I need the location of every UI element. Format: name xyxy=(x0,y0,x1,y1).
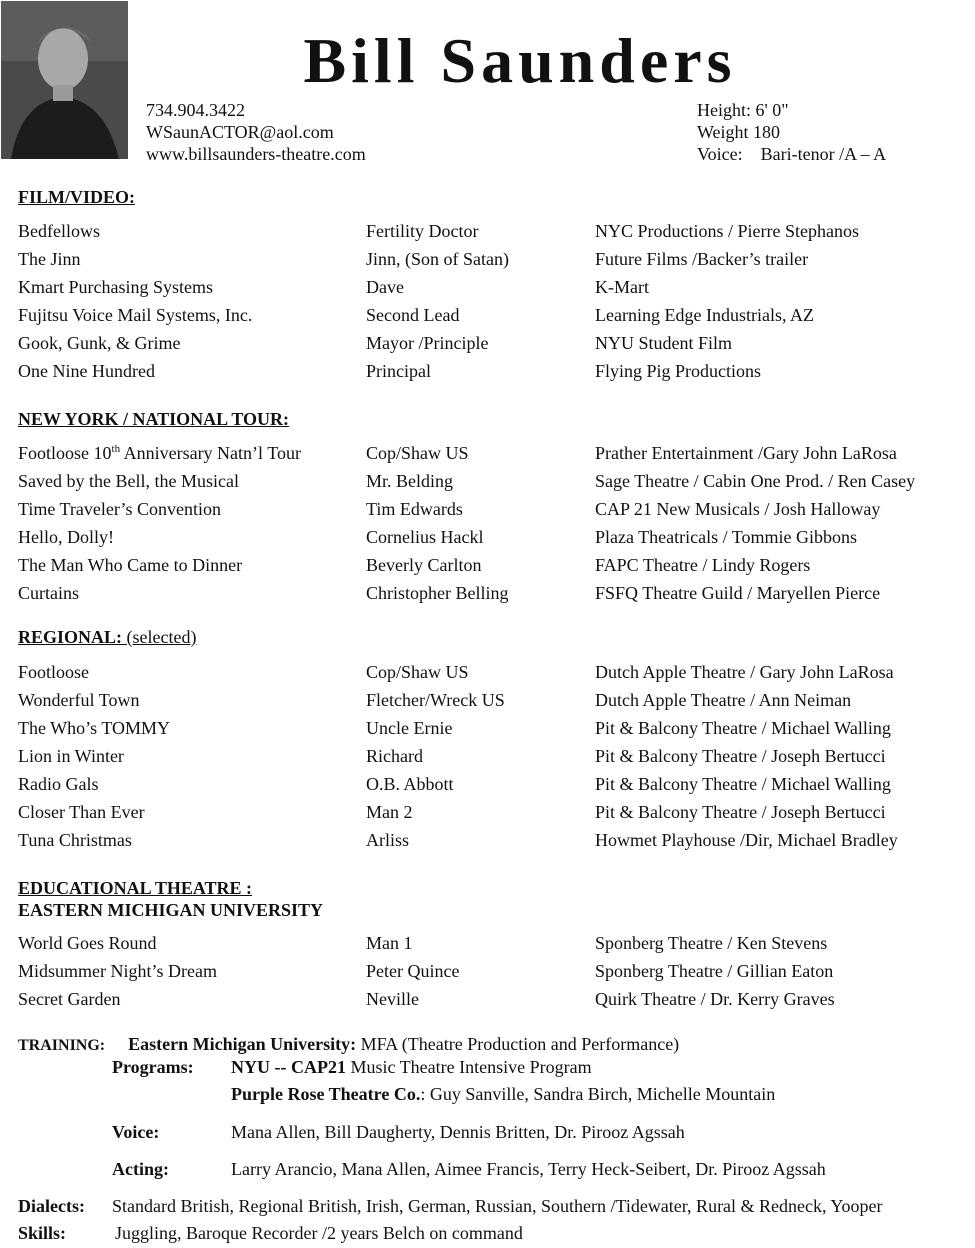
credit-company: Plaza Theatricals / Tommie Gibbons xyxy=(595,527,858,547)
credit-row xyxy=(0,469,975,493)
credit-title: Saved by the Bell, the Musical xyxy=(18,471,239,491)
credit-row xyxy=(0,359,975,383)
credit-company: Sponberg Theatre / Ken Stevens xyxy=(595,933,828,953)
training-school: Eastern Michigan University: xyxy=(128,1034,357,1054)
training-label: TRAINING: xyxy=(18,1037,106,1054)
credit-role: Neville xyxy=(366,989,419,1009)
credit-title: Midsummer Night’s Dream xyxy=(18,961,217,981)
credit-role: Mr. Belding xyxy=(366,471,454,491)
program-nyu-desc: Music Theatre Intensive Program xyxy=(345,1057,592,1077)
credit-role: Fletcher/Wreck US xyxy=(366,690,505,710)
credit-row xyxy=(0,987,975,1011)
voice-label: Voice: xyxy=(697,144,743,164)
credit-title-superscript: th xyxy=(111,443,121,455)
credit-row xyxy=(0,525,975,549)
weight: Weight 180 xyxy=(697,122,781,142)
credit-title: Secret Garden xyxy=(18,989,121,1009)
ny-heading: NEW YORK / NATIONAL TOUR: xyxy=(18,409,290,429)
credit-title: The Man Who Came to Dinner xyxy=(18,555,243,575)
credit-role: Cop/Shaw US xyxy=(366,443,469,463)
credit-company: FAPC Theatre / Lindy Rogers xyxy=(595,555,811,575)
voice-training-value: Mana Allen, Bill Daugherty, Dennis Britten, Dr. Pirooz Agssah xyxy=(231,1122,685,1142)
credit-title: Fujitsu Voice Mail Systems, Inc. xyxy=(18,305,253,325)
credit-title: The Jinn xyxy=(18,249,81,269)
credit-role: Jinn, (Son of Satan) xyxy=(366,249,509,269)
educational-heading xyxy=(18,877,323,921)
credit-company: Quirk Theatre / Dr. Kerry Graves xyxy=(595,989,835,1009)
skills-value: Juggling, Baroque Recorder /2 years Belch on command xyxy=(115,1223,523,1243)
regional-heading-text: REGIONAL: xyxy=(18,627,123,647)
credit-row xyxy=(0,931,975,955)
credit-title: The Who’s TOMMY xyxy=(18,718,171,738)
credit-title: Tuna Christmas xyxy=(18,830,132,850)
regional-note: (selected) xyxy=(122,627,197,647)
film-heading: FILM/VIDEO: xyxy=(18,187,135,207)
dialects-value: Standard British, Regional British, Irish, German, Russian, Southern /Tidewater, Rural & Redneck, Yooper xyxy=(112,1196,883,1216)
credit-row xyxy=(0,800,975,824)
credit-row xyxy=(0,303,975,327)
educational-heading-line1: EDUCATIONAL THEATRE : xyxy=(18,878,253,898)
credit-role: Mayor /Principle xyxy=(366,333,489,353)
credit-row xyxy=(0,581,975,605)
program-nyu-name: NYU -- CAP21 xyxy=(231,1057,346,1077)
credit-title: Time Traveler’s Convention xyxy=(18,499,222,519)
credit-role: Second Lead xyxy=(366,305,460,325)
voice-training-label: Voice: xyxy=(112,1122,160,1142)
credit-title: Curtains xyxy=(18,583,79,603)
credit-company: Flying Pig Productions xyxy=(595,361,762,381)
credit-role: O.B. Abbott xyxy=(366,774,454,794)
headshot-image xyxy=(1,1,128,159)
training-degree: MFA (Theatre Production and Performance) xyxy=(356,1034,680,1054)
credit-row xyxy=(0,331,975,355)
credit-row xyxy=(0,247,975,271)
credit-company: Sage Theatre / Cabin One Prod. / Ren Casey xyxy=(595,471,916,491)
credit-title: Wonderful Town xyxy=(18,690,140,710)
credit-role: Cornelius Hackl xyxy=(366,527,484,547)
credit-role: Christopher Belling xyxy=(366,583,509,603)
program-purple-rose-desc: : Guy Sanville, Sandra Birch, Michelle Mountain xyxy=(420,1084,776,1104)
credit-role: Richard xyxy=(366,746,423,766)
credit-company: Pit & Balcony Theatre / Michael Walling xyxy=(595,718,891,738)
website: www.billsaunders-theatre.com xyxy=(146,144,366,164)
program-purple-rose-name: Purple Rose Theatre Co. xyxy=(231,1084,421,1104)
program-nyu xyxy=(231,1055,592,1079)
credit-row xyxy=(0,275,975,299)
credit-company: Pit & Balcony Theatre / Joseph Bertucci xyxy=(595,802,886,822)
credit-title: One Nine Hundred xyxy=(18,361,155,381)
educational-heading-line2: EASTERN MICHIGAN UNIVERSITY xyxy=(18,900,324,920)
credit-title-part: Anniversary Natn’l Tour xyxy=(120,443,301,463)
credit-company: Prather Entertainment /Gary John LaRosa xyxy=(595,443,897,463)
credit-row xyxy=(0,660,975,684)
credit-title xyxy=(18,441,301,465)
credit-title: Hello, Dolly! xyxy=(18,527,114,547)
credit-company: Dutch Apple Theatre / Ann Neiman xyxy=(595,690,852,710)
program-purple-rose xyxy=(231,1082,775,1106)
programs-label: Programs: xyxy=(112,1057,194,1077)
credit-company: CAP 21 New Musicals / Josh Halloway xyxy=(595,499,881,519)
credit-row xyxy=(0,744,975,768)
credit-role: Fertility Doctor xyxy=(366,221,479,241)
credit-row xyxy=(0,497,975,521)
credit-company: Sponberg Theatre / Gillian Eaton xyxy=(595,961,834,981)
credit-role: Peter Quince xyxy=(366,961,460,981)
credit-role: Beverly Carlton xyxy=(366,555,482,575)
acting-training-value: Larry Arancio, Mana Allen, Aimee Francis, Terry Heck-Seibert, Dr. Pirooz Agssah xyxy=(231,1159,826,1179)
physical-stats xyxy=(697,99,886,165)
credit-role: Tim Edwards xyxy=(366,499,463,519)
phone: 734.904.3422 xyxy=(146,100,245,120)
credit-role: Cop/Shaw US xyxy=(366,662,469,682)
acting-training-label: Acting: xyxy=(112,1159,169,1179)
credit-title: Bedfellows xyxy=(18,221,100,241)
credit-title: World Goes Round xyxy=(18,933,157,953)
credit-row xyxy=(0,959,975,983)
dialects-label: Dialects: xyxy=(18,1196,85,1216)
credit-role: Principal xyxy=(366,361,431,381)
credit-role: Man 1 xyxy=(366,933,413,953)
height: Height: 6' 0" xyxy=(697,100,789,120)
credit-title: Closer Than Ever xyxy=(18,802,145,822)
credit-row xyxy=(0,553,975,577)
credit-title: Lion in Winter xyxy=(18,746,124,766)
skills-label: Skills: xyxy=(18,1223,67,1243)
credit-title: Gook, Gunk, & Grime xyxy=(18,333,181,353)
credit-company: Learning Edge Industrials, AZ xyxy=(595,305,814,325)
credit-row xyxy=(0,219,975,243)
voice-type xyxy=(697,143,886,165)
voice-value: Bari-tenor /A – A xyxy=(760,144,887,164)
credit-row xyxy=(0,772,975,796)
credit-company: K-Mart xyxy=(595,277,649,297)
credit-title: Radio Gals xyxy=(18,774,99,794)
credit-row xyxy=(0,441,975,465)
credit-row xyxy=(0,688,975,712)
credit-title: Footloose xyxy=(18,662,90,682)
credit-company: Howmet Playhouse /Dir, Michael Bradley xyxy=(595,830,898,850)
regional-heading xyxy=(18,627,196,648)
credit-role: Arliss xyxy=(366,830,410,850)
credit-company: Pit & Balcony Theatre / Michael Walling xyxy=(595,774,891,794)
credit-title-part: Footloose 10 xyxy=(18,443,112,463)
credit-company: Future Films /Backer’s trailer xyxy=(595,249,809,269)
credit-company: NYU Student Film xyxy=(595,333,733,353)
email: WSaunACTOR@aol.com xyxy=(146,122,334,142)
resume-name: Bill Saunders xyxy=(303,25,737,96)
credit-role: Uncle Ernie xyxy=(366,718,453,738)
contact-info xyxy=(146,99,366,165)
credit-role: Dave xyxy=(366,277,404,297)
credit-company: Pit & Balcony Theatre / Joseph Bertucci xyxy=(595,746,886,766)
credit-company: Dutch Apple Theatre / Gary John LaRosa xyxy=(595,662,894,682)
credit-row xyxy=(0,828,975,852)
headshot-photo xyxy=(1,1,128,159)
credit-title: Kmart Purchasing Systems xyxy=(18,277,213,297)
credit-company: FSFQ Theatre Guild / Maryellen Pierce xyxy=(595,583,881,603)
credit-row xyxy=(0,716,975,740)
credit-role: Man 2 xyxy=(366,802,413,822)
credit-company: NYC Productions / Pierre Stephanos xyxy=(595,221,859,241)
